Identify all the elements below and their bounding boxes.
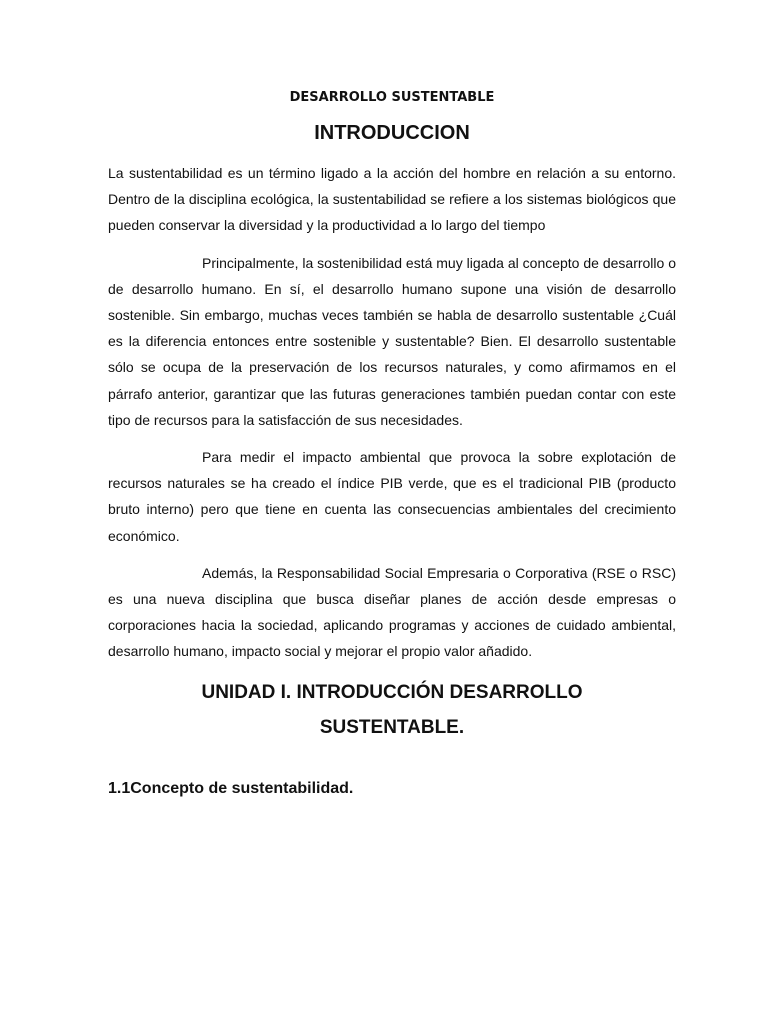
unit-title-line-1: UNIDAD I. INTRODUCCIÓN DESARROLLO: [201, 681, 583, 703]
paragraph-2: Principalmente, la sostenibilidad está muy ligada al concepto de desarrollo o de desarrollo humano. En sí, el desarrollo humano supone una visión de desarrollo sostenible. Sin embargo, muchas veces también se habla de desarrollo sustentable ¿Cuál es la diferencia entonces entre sostenible y sustentable? Bien. El desarrollo sustentable sólo se ocupa de la preservación de los recursos naturales, y como afirmamos en el párrafo anterior, garantizar que las futuras generaciones también puedan contar con este tipo de recursos para la satisfacción de sus necesidades.: [108, 254, 676, 428]
paragraph-4: Además, la Responsabilidad Social Empresaria o Corporativa (RSE o RSC) es una nueva disciplina que busca diseñar planes de acción desde empresas o corporaciones hacia la sociedad, aplicando programas y acciones de cuidado ambiental, desarrollo humano, impacto social y mejorar el propio valor añadido.: [108, 564, 676, 660]
unit-title-line-2: SUSTENTABLE.: [319, 716, 465, 738]
paragraph-1: La sustentabilidad es un término ligado a la acción del hombre en relación a su entorno. Dentro de la disciplina ecológica, la sustentabilidad se refiere a los sistemas biológicos que pueden conservar la diversidad y la productividad a lo largo del tiempo: [108, 165, 676, 234]
intro-title: INTRODUCCION: [314, 122, 470, 144]
unit-title: [108, 675, 676, 745]
document-page: [108, 86, 676, 801]
document-header: DESARROLLO SUSTENTABLE: [289, 90, 495, 105]
subsection-title: 1.1Concepto de sustentabilidad.: [108, 779, 354, 797]
paragraph-3: Para medir el impacto ambiental que provoca la sobre explotación de recursos naturales se ha creado el índice PIB verde, que es el tradicional PIB (producto bruto interno) pero que tiene en cuenta las consecuencias ambientales del crecimiento económico.: [108, 449, 676, 544]
